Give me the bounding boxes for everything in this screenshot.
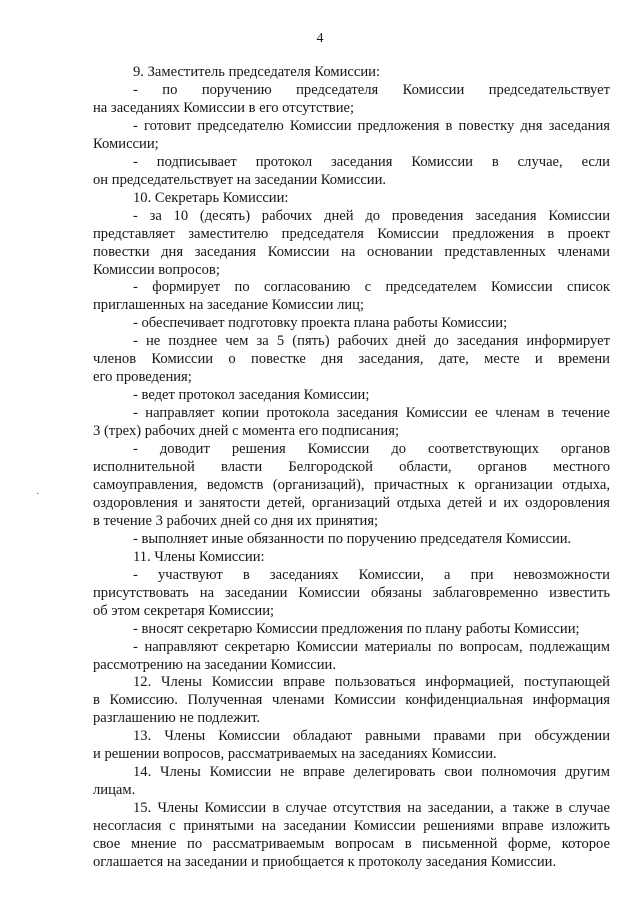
- text-line: - выполняет иные обязанности по поручению председателя Комиссии.: [133, 531, 572, 547]
- text-line: - подписывает протокол заседания Комиссии в случае, если: [133, 154, 610, 170]
- text-line: 9. Заместитель председателя Комиссии:: [133, 64, 381, 80]
- text-line: в Комиссию. Полученная членами Комиссии конфиденциальная информация: [93, 692, 610, 708]
- text-line: - обеспечивает подготовку проекта плана работы Комиссии;: [133, 315, 508, 331]
- text-line: повестки дня заседания Комиссии на основании представленных членами: [93, 244, 610, 260]
- text-line: оглашается на заседании и приобщается к протоколу заседания Комиссии.: [93, 854, 557, 870]
- text-line: - участвуют в заседаниях Комиссии, а при невозможности: [133, 567, 610, 583]
- page-number: 4: [316, 31, 324, 46]
- text-line: - по поручению председателя Комиссии председательствует: [133, 82, 610, 98]
- text-line: 15. Члены Комиссии в случае отсутствия на заседании, а также в случае: [133, 800, 610, 816]
- text-line: - готовит председателю Комиссии предложения в повестку дня заседания: [133, 118, 610, 134]
- text-line: - направляют секретарю Комиссии материалы по вопросам, подлежащим: [133, 639, 610, 655]
- text-line: рассмотрению на заседании Комиссии.: [93, 657, 336, 673]
- scan-speck: ·: [36, 489, 40, 500]
- text-line: свое мнение по рассматриваемым вопросам в письменной форме, которое: [93, 836, 610, 852]
- text-line: - вносят секретарю Комиссии предложения по плану работы Комиссии;: [133, 621, 580, 637]
- text-line: - не позднее чем за 5 (пять) рабочих дней до заседания информирует: [133, 333, 610, 349]
- text-line: разглашению не подлежит.: [93, 710, 261, 726]
- text-line: он председательствует на заседании Комиссии.: [93, 172, 387, 188]
- text-line: 14. Члены Комиссии не вправе делегировать свои полномочия другим: [133, 764, 610, 780]
- text-line: приглашенных на заседание Комиссии лиц;: [93, 297, 365, 313]
- text-line: представляет заместителю председателя Комиссии предложения в проект: [93, 226, 610, 242]
- text-line: его проведения;: [93, 369, 192, 385]
- text-line: членов Комиссии о повестке дня заседания, дате, месте и времени: [93, 351, 610, 367]
- text-line: самоуправления, ведомств (организаций), причастных к организации отдыха,: [93, 477, 610, 493]
- text-line: и решении вопросов, рассматриваемых на заседаниях Комиссии.: [93, 746, 497, 762]
- text-line: - формирует по согласованию с председателем Комиссии список: [133, 279, 610, 295]
- text-line: 11. Члены Комиссии:: [133, 549, 265, 565]
- text-line: в течение 3 рабочих дней со дня их принятия;: [93, 513, 379, 529]
- text-line: Комиссии;: [93, 136, 159, 152]
- text-line: 13. Члены Комиссии обладают равными правами при обсуждении: [133, 728, 610, 744]
- text-line: - за 10 (десять) рабочих дней до проведения заседания Комиссии: [133, 208, 610, 224]
- text-line: 10. Секретарь Комиссии:: [133, 190, 289, 206]
- text-line: присутствовать на заседании Комиссии обязаны заблаговременно известить: [93, 585, 610, 601]
- text-line: - направляет копии протокола заседания Комиссии ее членам в течение: [133, 405, 610, 421]
- text-line: Комиссии вопросов;: [93, 262, 220, 278]
- text-line: 3 (трех) рабочих дней с момента его подписания;: [93, 423, 400, 439]
- text-line: исполнительной власти Белгородской области, органов местного: [93, 459, 610, 475]
- text-line: несогласия с принятыми на заседании Комиссии решениями вправе изложить: [93, 818, 610, 834]
- text-line: на заседаниях Комиссии в его отсутствие;: [93, 100, 355, 116]
- text-line: оздоровления и занятости детей, организаций отдыха детей и их оздоровления: [93, 495, 610, 511]
- text-line: 12. Члены Комиссии вправе пользоваться информацией, поступающей: [133, 674, 610, 690]
- text-line: - ведет протокол заседания Комиссии;: [133, 387, 370, 403]
- text-line: об этом секретаря Комиссии;: [93, 603, 275, 619]
- text-line: лицам.: [93, 782, 136, 798]
- text-line: - доводит решения Комиссии до соответствующих органов: [133, 441, 610, 457]
